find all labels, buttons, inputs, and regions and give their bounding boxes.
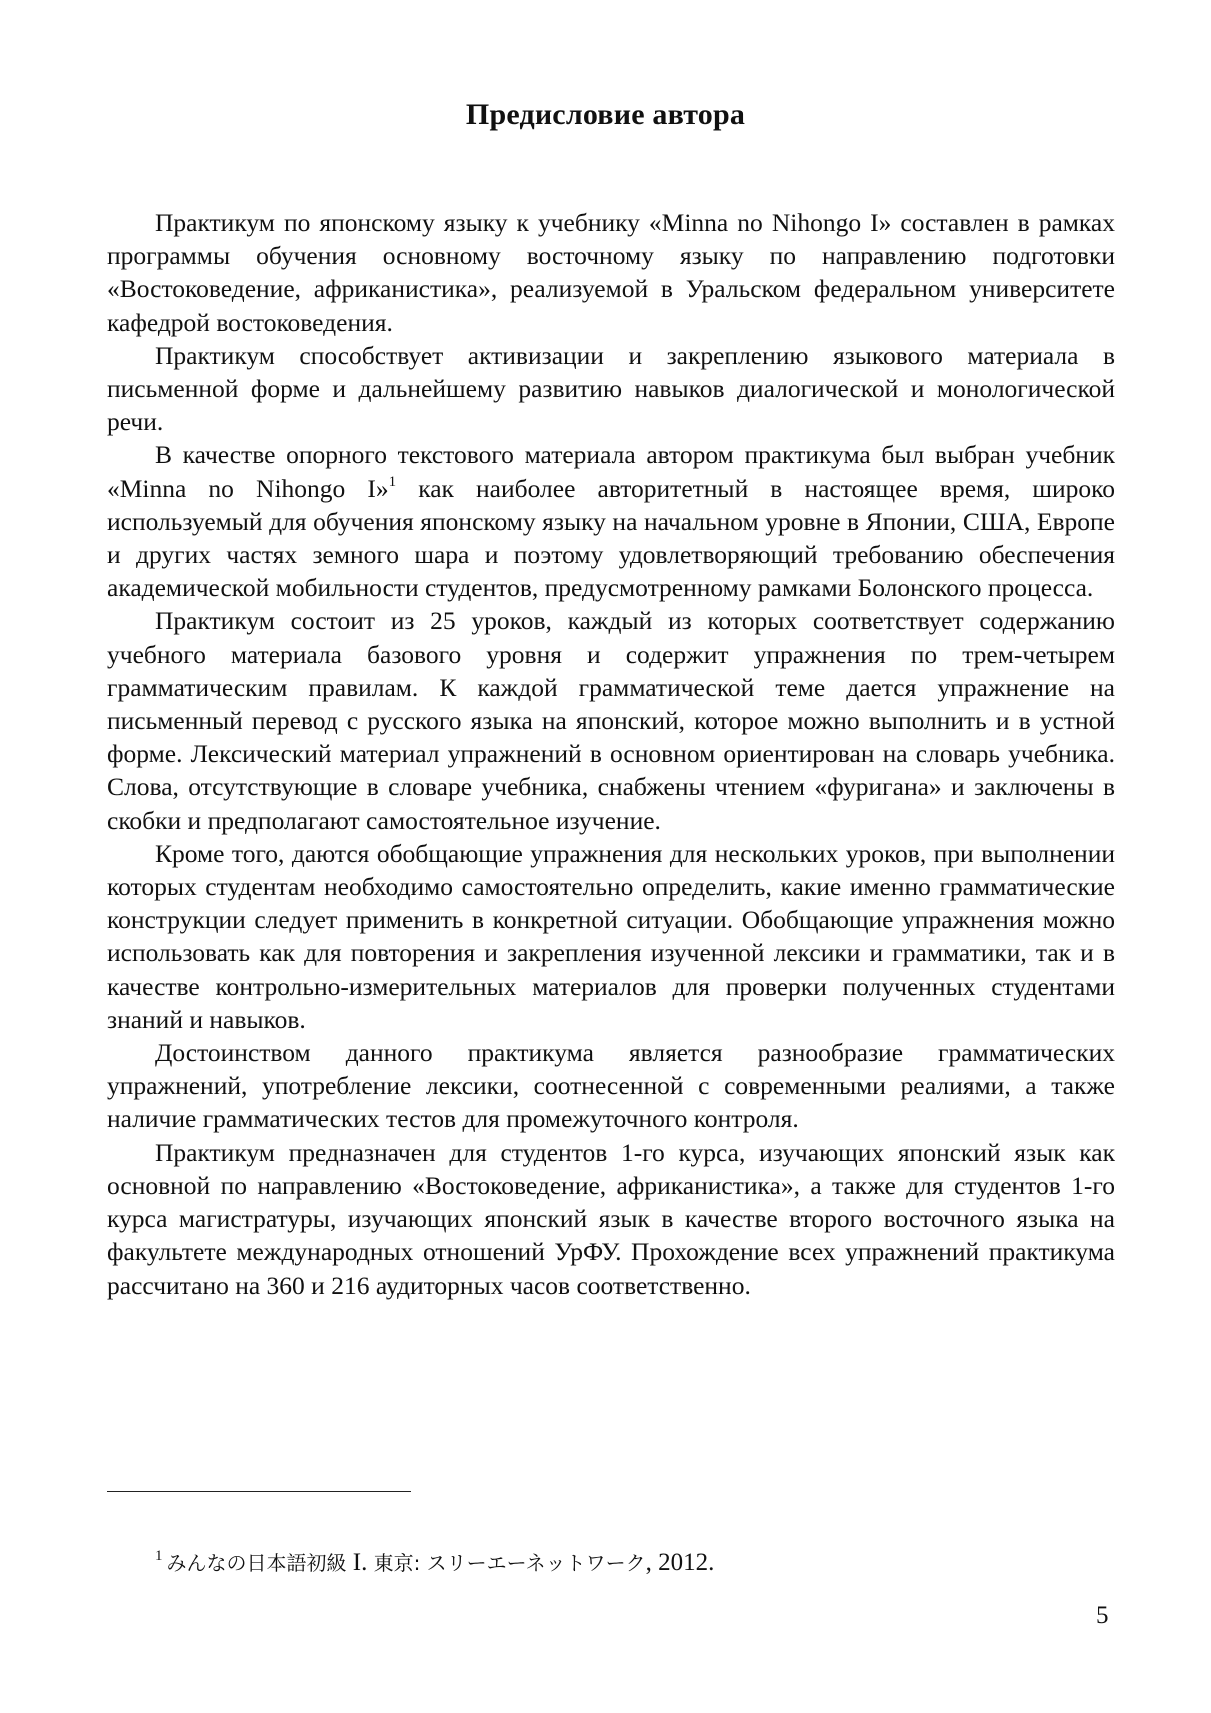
paragraph-3-text-before: В качестве опорного текстового материала автором практикума был выбран учебник «Minna no Nihongo I» <box>107 440 1115 503</box>
paragraph-2: Практикум способствует активизации и закреплению языкового материала в письменной форме и дальнейшему развитию навыков диалогической и монологической речи. <box>107 340 1115 437</box>
footnote-volume: I. <box>352 1549 368 1576</box>
footnote-reference: 1 <box>388 473 397 490</box>
footnote-year: , 2012. <box>645 1549 715 1576</box>
footnote-divider <box>107 1491 411 1492</box>
paragraph-3-text-after: как наиболее авторитетный в настоящее время, широко используемый для обучения японскому языку на начальном уровне в Японии, США, Европе и других частях земного шара и поэтому удовлетворяющий требованию обеспечения академической мобильности студентов, предусмотренному рамками Болонского процесса. <box>107 473 1115 603</box>
body-text <box>107 206 1115 1302</box>
footnote-marker: 1 <box>155 1548 163 1564</box>
paragraph-7: Практикум предназначен для студентов 1-го курса, изучающих японский язык как основной по направлению «Востоковедение, африканистика», а также для студентов 1-го курса магистратуры, изучающих японский язык в качестве второго восточного языка на факультете международных отношений УрФУ. Прохождение всех упражнений практикума рассчитано на 360 и 216 аудиторных часов соответственно. <box>107 1137 1115 1300</box>
footnote-city: 東京: <box>373 1551 421 1575</box>
paragraph-6: Достоинством данного практикума является разнообразие грамматических упражнений, употребление лексики, соотнесенной с современными реалиями, а также наличие грамматических тестов для промежуточного контроля. <box>107 1038 1115 1134</box>
paragraph-4: Практикум состоит из 25 уроков, каждый из которых соответствует содержанию учебного материала базового уровня и содержит упражнения по трем-четырем грамматическим правилам. К каждой грамматической теме дается упражнение на письменный перевод с русского языка на японский, которое можно выполнить и в устной форме. Лексический материал упражнений в основном ориентирован на словарь учебника. Слова, отсутствующие в словаре учебника, снабжены чтением «фуригана» и заключены в скобки и предполагают самостоятельное изучение. <box>107 606 1115 835</box>
paragraph-5: Кроме того, даются обобщающие упражнения для нескольких уроков, при выполнении которых студентам необходимо самостоятельно определить, какие именно грамматические конструкции следует применить в конкретной ситуации. Обобщающие упражнения можно использовать как для повторения и закрепления изученной лексики и грамматики, так и в качестве контрольно-измерительных материалов для проверки полученных студентами знаний и навыков. <box>107 838 1115 1034</box>
footnote-publisher: スリーエーネットワーク <box>426 1551 646 1575</box>
page-title: Предисловие автора <box>465 98 746 131</box>
footnote <box>155 1541 714 1578</box>
paragraph-1: Практикум по японскому языку к учебнику «Minna no Nihongo I» составлен в рамках программы обучения основному восточному языку по направлению подготовки «Востоковедение, африканистика», реализуемой в Уральском федеральном университете кафедрой востоковедения. <box>107 208 1115 337</box>
paragraph-3 <box>107 438 1115 604</box>
footnote-book-title: みんなの日本語初級 <box>166 1551 347 1575</box>
page-number: 5 <box>1096 1602 1109 1629</box>
